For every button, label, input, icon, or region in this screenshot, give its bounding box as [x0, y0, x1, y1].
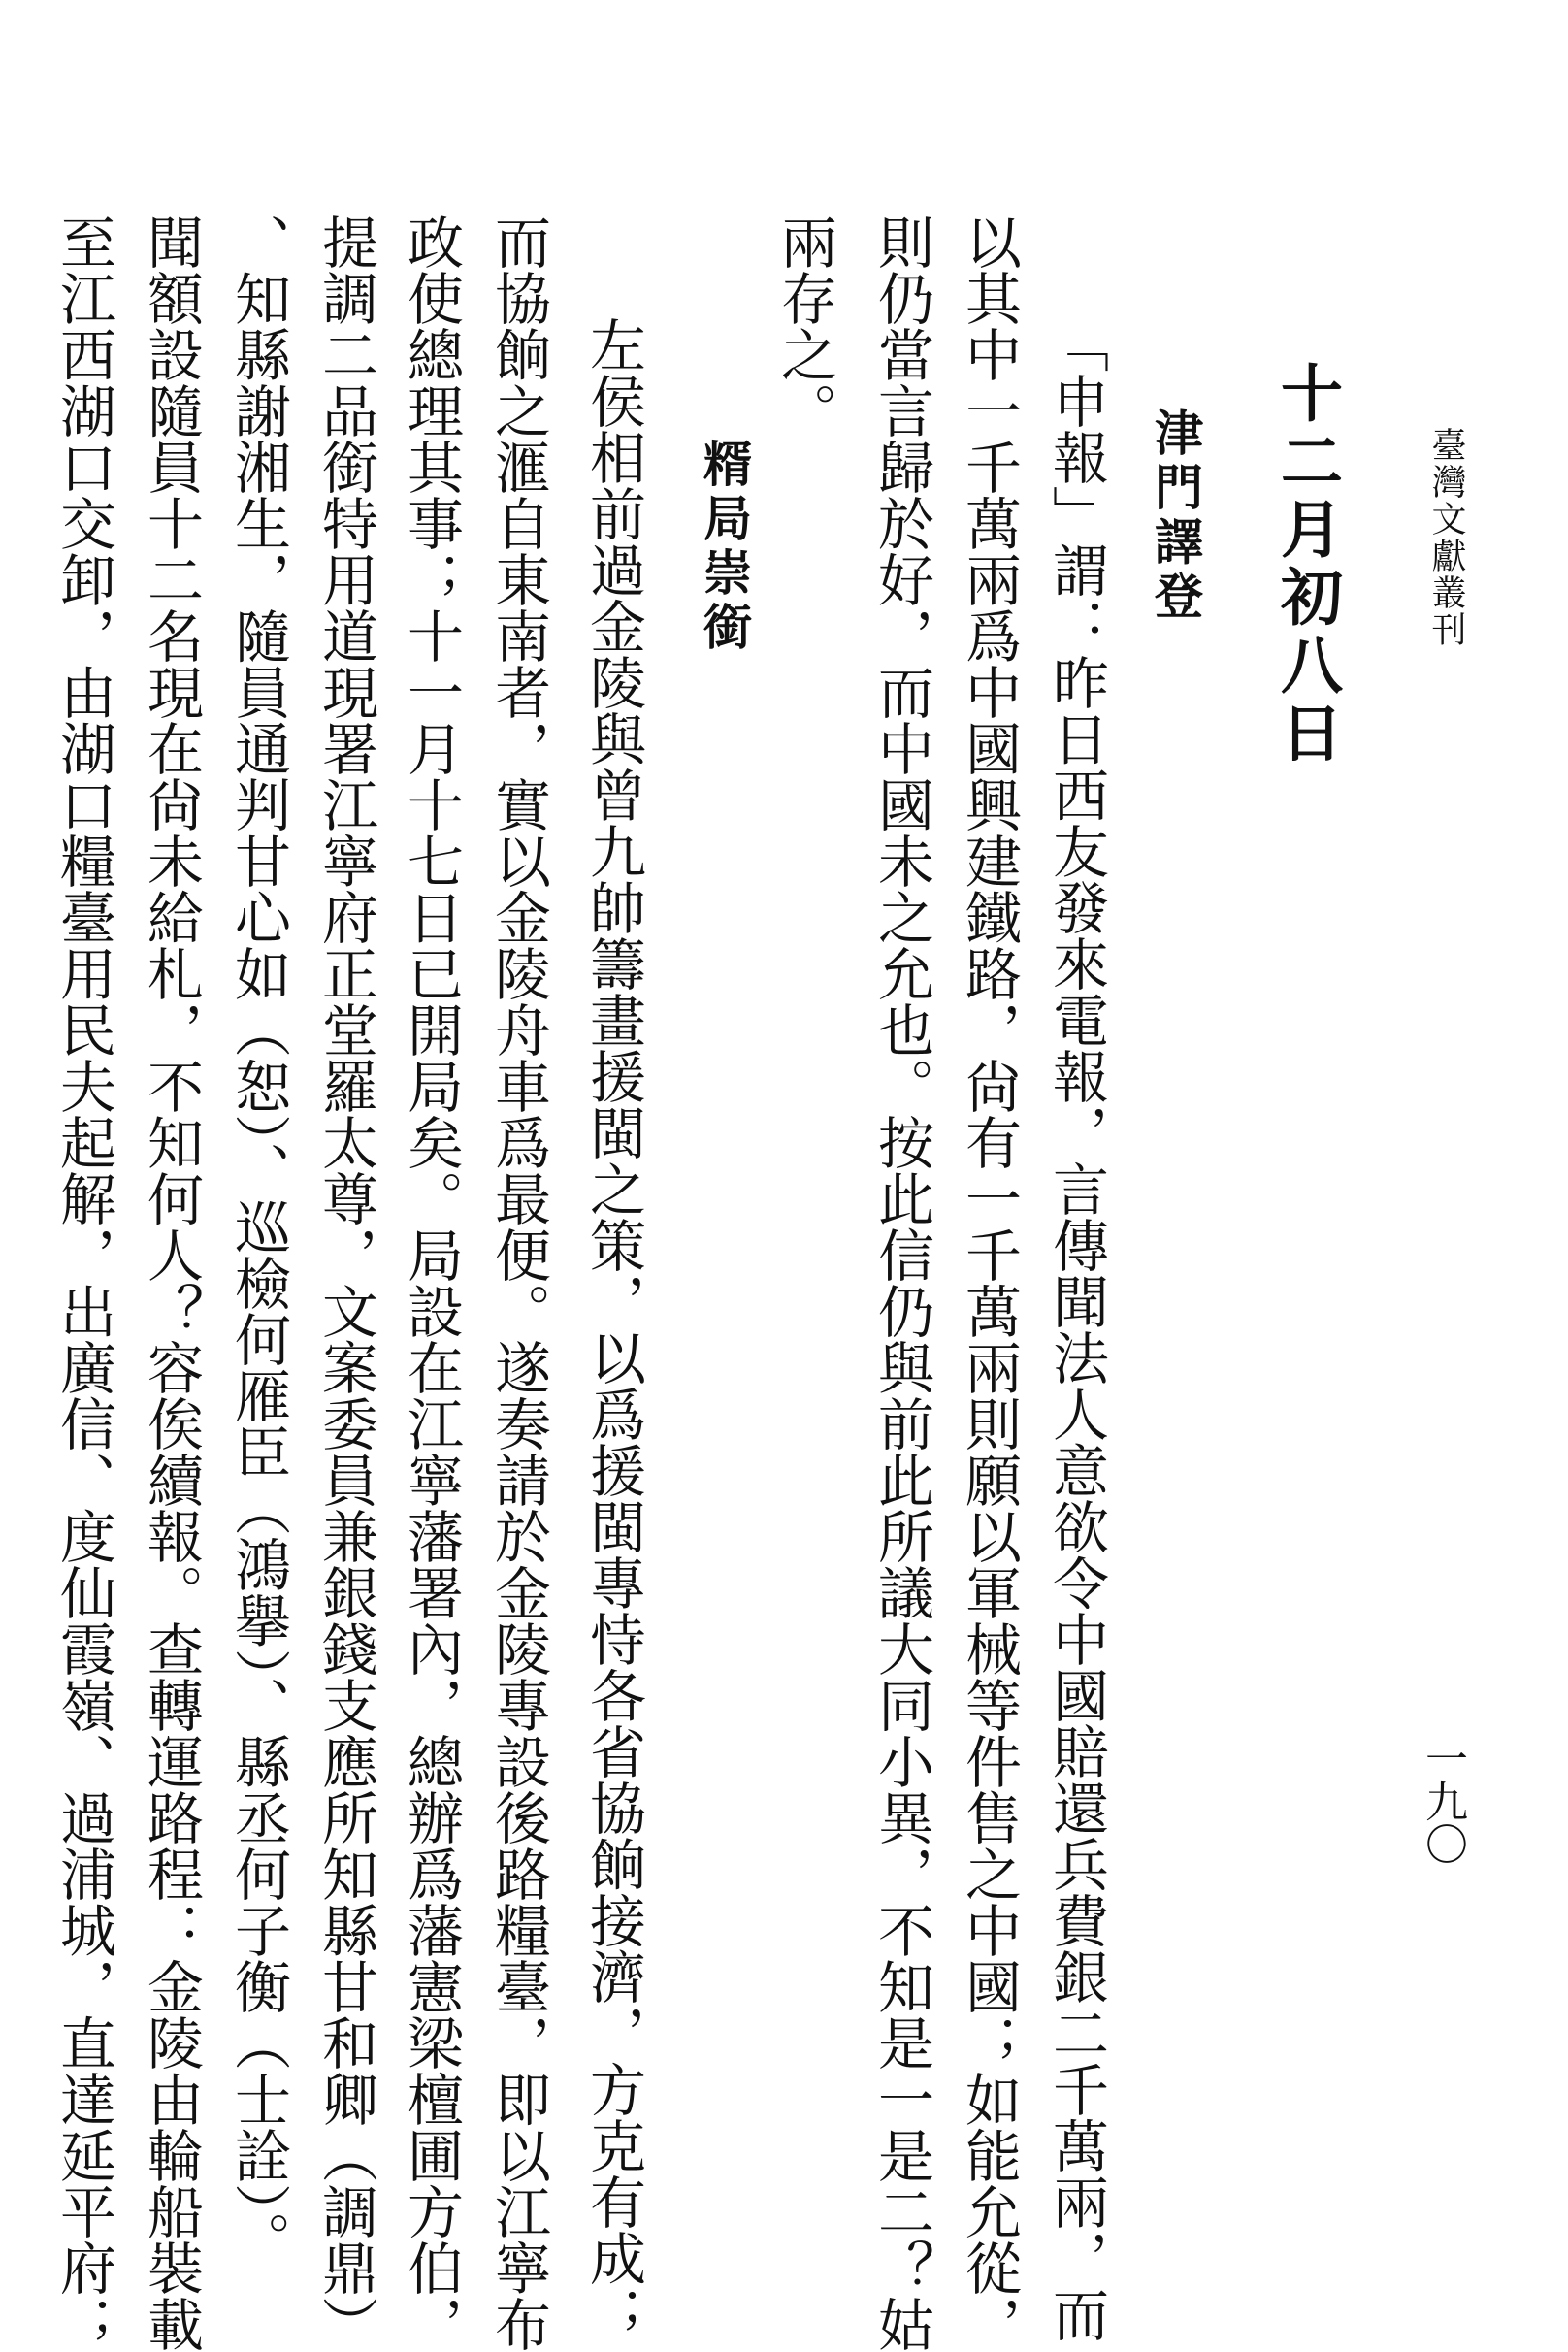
text-column: 聞額設隨員十二名現在尙未給札，不知何人？容俟續報。查轉運路程：金陵由輪船裝載 — [138, 213, 204, 2352]
text-column: 、知縣謝湘生，隨員通判甘心如（恕）、巡檢何雁臣（鴻擧）、縣丞何子衡（士詮）。 — [225, 213, 291, 2268]
text-column: 兩存之。 — [771, 213, 837, 439]
text-column: 左侯相前過金陵與曾九帥籌畫援閩之策，以爲援閩專恃各省協餉接濟，方克有成； — [580, 316, 646, 2342]
text-column: 「申報」謂：昨日西友發來電報，言傳聞法人意欲令中國賠還兵費銀二千萬兩，而 — [1043, 316, 1109, 2342]
text-column: 以其中一千萬兩爲中國興建鐵路，尙有一千萬兩則願以軍械等件售之中國；如能允從， — [956, 213, 1022, 2352]
page-number: 一九〇 — [1418, 1737, 1467, 1865]
section-heading-jinmen: 津門譯登 — [1147, 408, 1203, 625]
text-column: 而協餉之滙自東南者，實以金陵舟車爲最便。遂奏請於金陵專設後路糧臺，即以江寧布 — [485, 213, 551, 2352]
text-column: 則仍當言歸於好，而中國未之允也。按此信仍與前此所議大同小異，不知是一是二？姑 — [868, 213, 934, 2352]
text-column: 提調二品銜特用道現署江寧府正堂羅太尊，文案委員兼銀錢支應所知縣甘和卿（調鼎） — [312, 213, 378, 2352]
date-heading: 十二月初八日 — [1270, 361, 1342, 768]
running-head: 臺灣文獻叢刊 — [1426, 427, 1466, 648]
section-heading-xuju: 糈局崇銜 — [696, 439, 752, 656]
text-column: 至江西湖口交卸，由湖口糧臺用民夫起解，出廣信、度仙霞嶺、過浦城，直達延平府； — [50, 213, 116, 2352]
text-column: 政使總理其事；十一月十七日已開局矣。局設在江寧藩署內，總辦爲藩憲梁檀圃方伯， — [398, 213, 464, 2352]
